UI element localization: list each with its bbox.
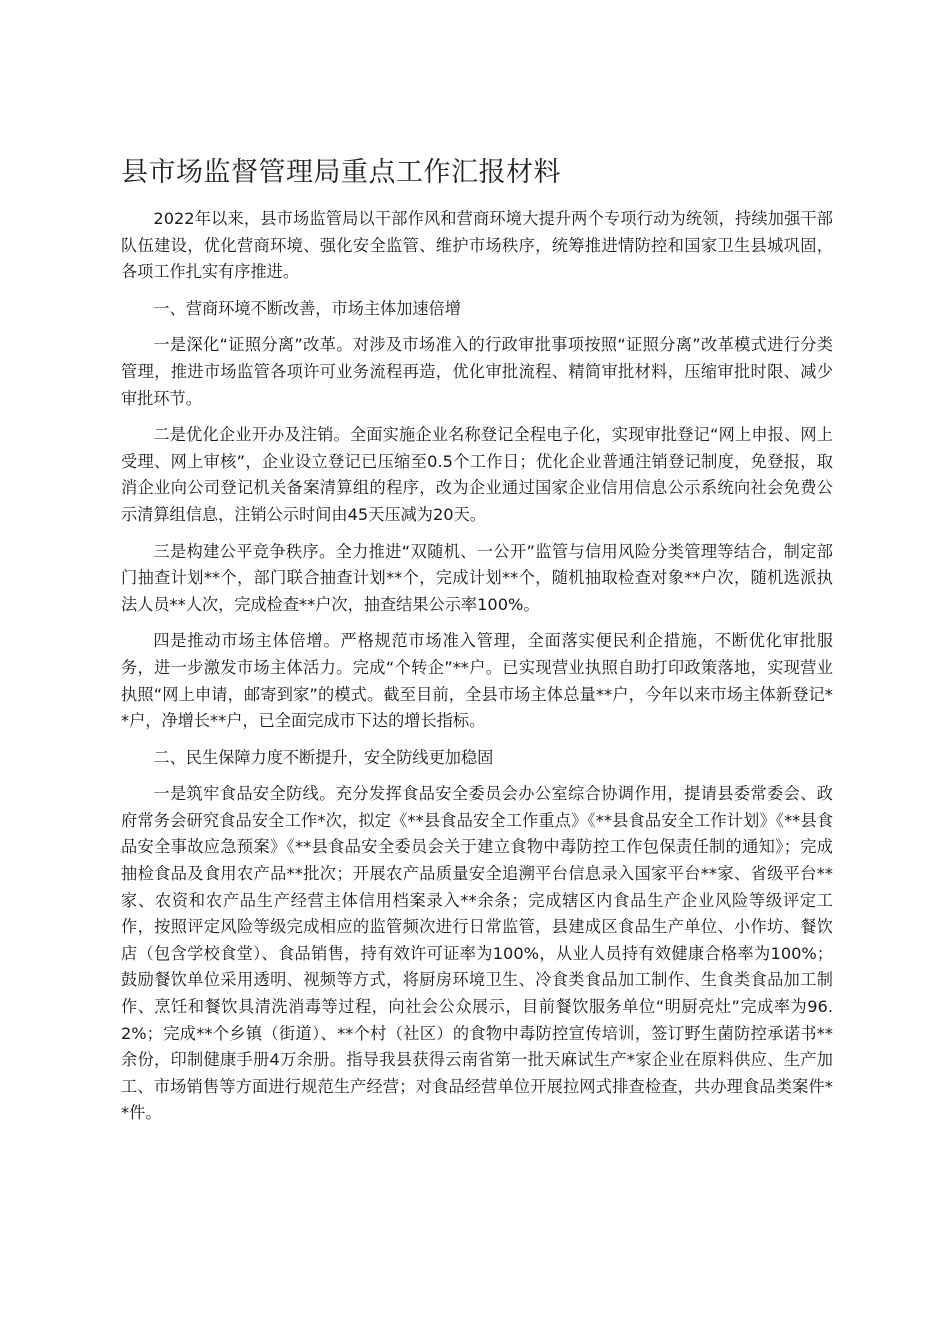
section-1-item-3: 三是构建公平竞争秩序。全力推进“双随机、一公开”监管与信用风险分类管理等结合，制定部门抽查计划**个，部门联合抽查计划**个，完成计划**个，随机抽取检查对象**户次，随机选派执法人员**人次，完成检查**户次，抽查结果公示率100%。 (121, 541, 833, 614)
section-1-item-2: 二是优化企业开办及注销。全面实施企业名称登记全程电子化，实现审批登记“网上申报、网上受理、网上审核”，企业设立登记已压缩至0.5个工作日；优化企业普通注销登记制度，免登报，取消企业向公司登记机关备案清算组的程序，改为企业通过国家企业信用信息公示系统向社会免费公示清算组信息，注销公示时间由45天压减为20天。 (121, 425, 833, 524)
section-1-heading: 一、营商环境不断改善，市场主体加速倍增 (153, 298, 461, 318)
section-1-item-4: 四是推动市场主体倍增。严格规范市场准入管理，全面落实便民利企措施，不断优化审批服务，进一步激发市场主体活力。完成“个转企”**户。已实现营业执照自助打印政策落地，实现营业执照“网上申请，邮寄到家”的模式。截至目前，全县市场主体总量**户，今年以来市场主体新登记**户，净增长**户，已全面完成市下达的增长指标。 (121, 631, 833, 731)
section-2-heading: 二、民生保障力度不断提升，安全防线更加稳固 (153, 747, 494, 767)
document-body (121, 153, 833, 1137)
intro-paragraph: 2022年以来，县市场监管局以干部作风和营商环境大提升两个专项行动为统领，持续加强干部队伍建设，优化营商环境、强化安全监管、维护市场秩序，统筹推进情防控和国家卫生县城巩固，各项工作扎实有序推进。 (121, 209, 833, 282)
document-title: 县市场监督管理局重点工作汇报材料 (121, 157, 561, 188)
section-2-item-1: 一是筑牢食品安全防线。充分发挥食品安全委员会办公室综合协调作用，提请县委常委会、政府常务会研究食品安全工作*次，拟定《**县食品安全工作重点》《**县食品安全工作计划》《**县食品安全事故应急预案》《**县食品安全委员会关于建立食物中毒防控工作包保责任制的通知》；完成抽检食品及食用农产品**批次；开展农产品质量安全追溯平台信息录入国家平台**家、省级平台**家、农资和农产品生产经营主体信用档案录入**余条；完成辖区内食品生产企业风险等级评定工作，按照评定风险等级完成相应的监管频次进行日常监管，县建成区食品生产单位、小作坊、餐饮店（包含学校食堂）、食品销售，持有效许可证率为100%，从业人员持有效健康合格率为100%；鼓励餐饮单位采用透明、视频等方式，将厨房环境卫生、冷食类食品加工制作、生食类食品加工制作、烹饪和餐饮具清洗消毒等过程，向社会公众展示，目前餐饮服务单位“明厨亮灶”完成率为96.2%；完成**个乡镇（街道）、**个村（社区）的食物中毒防控宣传培训，签订野生菌防控承诺书**余份，印制健康手册4万余册。指导我县获得云南省第一批天麻试生产*家企业在原料供应、生产加工、市场销售等方面进行规范生产经营；对食品经营单位开展拉网式排查检查，共办理食品类案件**件。 (121, 784, 833, 1123)
section-1-item-1: 一是深化“证照分离”改革。对涉及市场准入的行政审批事项按照“证照分离”改革模式进行分类管理，推进市场监管各项许可业务流程再造，优化审批流程、精简审批材料，压缩审批时限、减少审批环节。 (121, 335, 833, 408)
